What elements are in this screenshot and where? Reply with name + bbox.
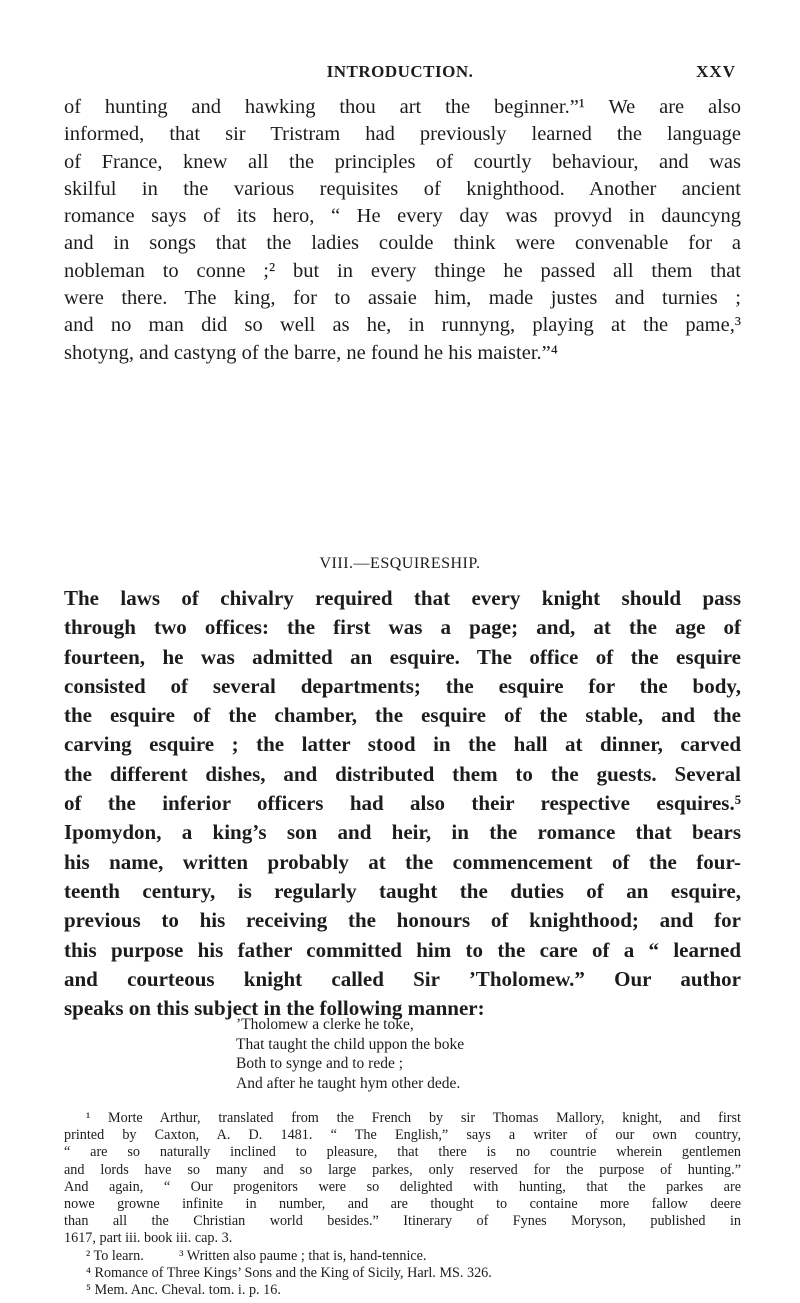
text-line: The laws of chivalry required that every knight should pass (64, 586, 741, 610)
text-line: informed, that sir Tristram had previously learned the language (64, 123, 741, 146)
text-line: nobleman to conne ;² but in every thinge he passed all them that (64, 259, 741, 282)
text-line: and no man did so well as he, in runnyng, playing at the pame,³ (64, 314, 741, 337)
text-line: Ipomydon, a king’s son and heir, in the romance that bears (64, 820, 741, 845)
footnote-line: than all the Christian world besides.” Itinerary of Fynes Moryson, published in (64, 1213, 741, 1230)
text-line: shotyng, and castyng of the barre, ne found he his maister.”⁴ (64, 341, 558, 364)
text-line: the esquire of the chamber, the esquire of the stable, and the (64, 703, 741, 728)
footnote-line: 1617, part iii. book iii. cap. 3. (64, 1230, 233, 1247)
text-line: previous to his receiving the honours of knighthood; and for (64, 908, 741, 933)
verse-line: And after he taught hym other dede. (236, 1074, 461, 1092)
paragraph-esquireship (64, 584, 741, 1023)
footnote-line: “ are so naturally inclined to pleasure, that there is no countrie wherein gentlemen (64, 1144, 741, 1161)
text-line: carving esquire ; the latter stood in the hall at dinner, carved (64, 732, 741, 757)
page-number: XXV (696, 62, 736, 81)
text-line: skilful in the various requisites of knighthood. Another ancient (64, 177, 741, 200)
text-line: and courteous knight called Sir ’Tholomew.” Our author (64, 966, 741, 991)
footnote-line: ¹ Morte Arthur, translated from the French by sir Thomas Mallory, knight, and first (86, 1110, 741, 1126)
text-line: through two offices: the first was a page; and, at the age of (64, 615, 741, 640)
footnote-line: printed by Caxton, A. D. 1481. “ The English,” says a writer of our own country, (64, 1127, 741, 1144)
footnote-line: And again, “ Our progenitors were so delighted with hunting, that the parkes are (64, 1178, 741, 1195)
text-line: of hunting and hawking thou art the beginner.”¹ We are also (64, 96, 741, 118)
running-title: INTRODUCTION. (326, 62, 474, 81)
text-line: speaks on this subject in the following manner: (64, 996, 485, 1021)
footnote-line: ⁵ Mem. Anc. Cheval. tom. i. p. 16. (86, 1281, 281, 1298)
text-line: and in songs that the ladies coulde think were convenable for a (64, 232, 741, 255)
text-line: of France, knew all the principles of courtly behaviour, and was (64, 150, 741, 173)
section-heading: VIII.—ESQUIRESHIP. (319, 555, 481, 572)
verse-line: That taught the child uppon the boke (236, 1035, 465, 1053)
text-line: of the inferior officers had also their respective esquires.⁵ (64, 791, 741, 816)
text-line: teenth century, is regularly taught the duties of an esquire, (64, 878, 741, 903)
footnote-line: nowe growne infinite in number, and are thought to containe more fallow deere (64, 1195, 741, 1212)
text-line: this purpose his father committed him to the care of a “ learned (64, 937, 741, 962)
paragraph-hunting (64, 94, 741, 367)
text-line: romance says of its hero, “ He every day was provyd in dauncyng (64, 205, 741, 228)
verse-line: Both to synge and to rede ; (236, 1055, 404, 1072)
footnote-line: and lords have so many and so large parkes, only reserved for the purpose of hunting.” (64, 1161, 741, 1178)
footnotes (64, 1110, 741, 1299)
text-line: fourteen, he was admitted an esquire. The office of the esquire (64, 644, 741, 669)
text-line: the different dishes, and distributed them to the guests. Several (64, 761, 741, 786)
footnote-line: ² To learn. ³ Written also paume ; that is, hand-tennice. (86, 1247, 427, 1264)
footnote-line: ⁴ Romance of Three Kings’ Sons and the King of Sicily, Harl. MS. 326. (86, 1264, 492, 1281)
verse-quotation (236, 1015, 656, 1093)
text-line: his name, written probably at the commencement of the four- (64, 849, 741, 874)
verse-line: ’Tholomew a clerke he toke, (236, 1016, 414, 1033)
page-header (64, 62, 736, 86)
text-line: were there. The king, for to assaie him, made justes and turnies ; (64, 287, 741, 310)
text-line: consisted of several departments; the esquire for the body, (64, 673, 741, 698)
